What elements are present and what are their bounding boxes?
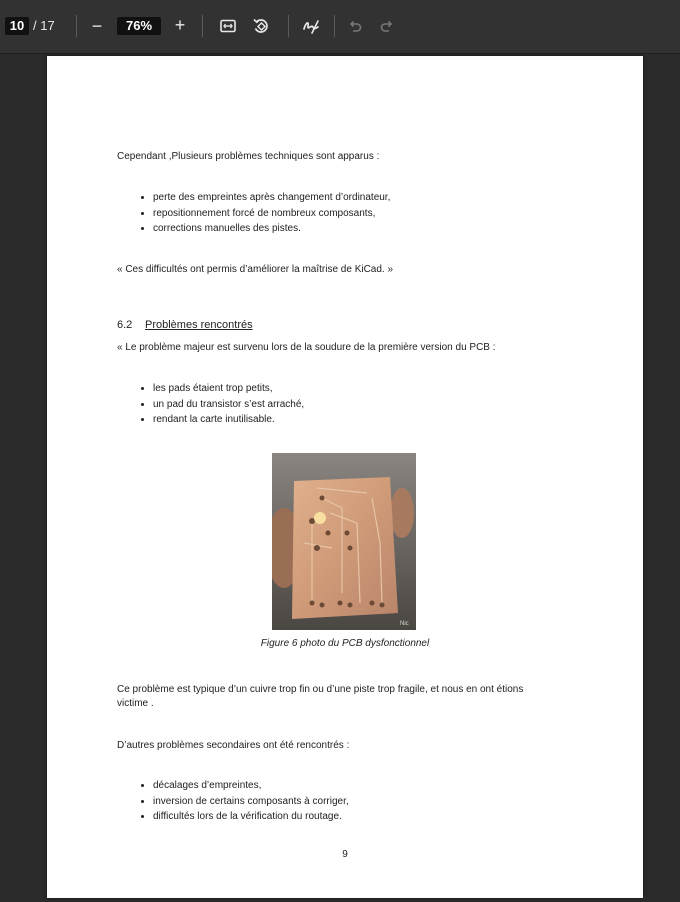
section-number: 6.2	[117, 319, 133, 331]
paragraph-text: D’autres problèmes secondaires ont été rencontrés :	[117, 740, 350, 751]
secondary-problems-list	[135, 778, 349, 825]
zoom-in-button[interactable]: +	[174, 15, 186, 35]
pcb-photo-image	[272, 453, 416, 630]
list-item: • décalages d’empreintes,	[153, 778, 349, 794]
fit-page-button[interactable]	[219, 17, 237, 35]
photo-watermark: Nic	[400, 621, 409, 627]
zoom-out-button[interactable]: −	[91, 16, 103, 36]
list-item: • corrections manuelles des pistes.	[153, 221, 390, 237]
draw-button[interactable]	[301, 16, 321, 36]
intro-text: Cependant ,Plusieurs problèmes techniques sont apparus :	[117, 151, 380, 162]
redo-icon	[378, 17, 396, 35]
paragraph-line: victime .	[117, 698, 154, 709]
zoom-level-input[interactable]: 76%	[117, 17, 161, 35]
rotate-button[interactable]	[251, 16, 271, 36]
list-item: • un pad du transistor s’est arraché,	[153, 397, 304, 413]
list-item: • rendant la carte inutilisable.	[153, 412, 304, 428]
pcb-photo	[272, 453, 416, 630]
fit-page-icon	[219, 17, 237, 35]
list-item: • les pads étaient trop petits,	[153, 381, 304, 397]
quote-text: « Le problème majeur est survenu lors de la soudure de la première version du PCB :	[117, 342, 496, 353]
paragraph-line: Ce problème est typique d’un cuivre trop fin ou d’une piste trop fragile, et nous en ont étions	[117, 684, 524, 695]
page-total-label: / 17	[33, 18, 55, 33]
toolbar-separator	[288, 15, 289, 37]
problems-list	[135, 190, 390, 237]
page-number-input[interactable]: 10	[5, 17, 29, 35]
list-item: • repositionnement forcé de nombreux composants,	[153, 206, 390, 222]
undo-icon	[346, 17, 364, 35]
toolbar-separator	[202, 15, 203, 37]
toolbar-separator	[334, 15, 335, 37]
toolbar-separator	[76, 15, 77, 37]
list-item: • inversion de certains composants à corriger,	[153, 794, 349, 810]
pdf-toolbar	[0, 0, 680, 54]
document-page	[47, 56, 643, 898]
section-title: Problèmes rencontrés	[145, 319, 253, 331]
page-number: 9	[342, 849, 348, 860]
draw-icon	[301, 16, 321, 36]
issues-list	[135, 381, 304, 428]
rotate-icon	[251, 16, 271, 36]
undo-button[interactable]	[346, 17, 364, 35]
list-item: • difficultés lors de la vérification du routage.	[153, 809, 349, 825]
section-heading	[117, 319, 253, 332]
quote-text: « Ces difficultés ont permis d’améliorer la maîtrise de KiCad. »	[117, 264, 394, 275]
redo-button[interactable]	[378, 17, 396, 35]
figure-caption: Figure 6 photo du PCB dysfonctionnel	[260, 638, 430, 649]
list-item: • perte des empreintes après changement d’ordinateur,	[153, 190, 390, 206]
